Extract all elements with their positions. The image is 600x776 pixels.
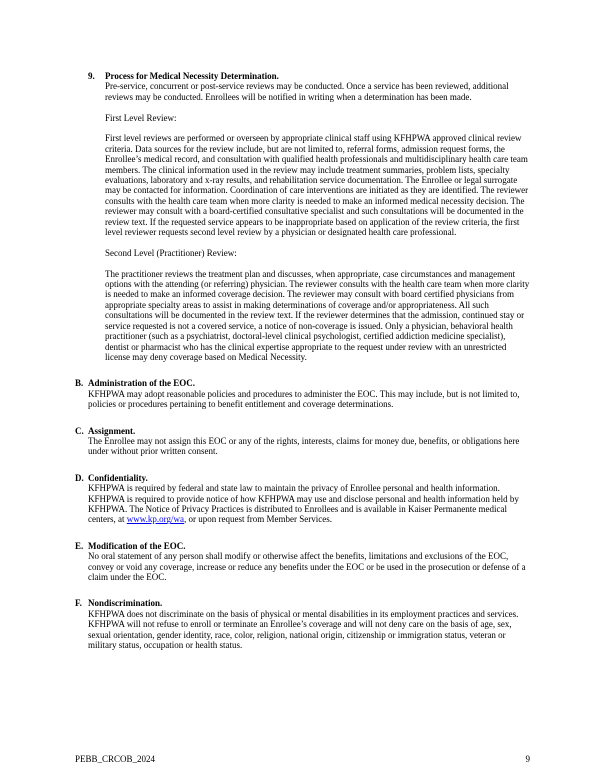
section-d-paragraph [88, 483, 530, 525]
page-footer [75, 754, 530, 764]
footer-page-number: 9 [525, 753, 530, 764]
section-d-text-before-link: KFHPWA is required by federal and state law to maintain the privacy of Enrollee personal and health information. KFHPWA is required to provide notice of how KFHPWA may use and disclose personal and health information held by KFHPWA. The Notice of Privacy Practices is distributed to Enrollees and is available in Kaiser Permanente medical centers, at [88, 483, 519, 525]
section-f-letter: F. [75, 598, 82, 609]
section-9-title: Process for Medical Necessity Determination. [105, 71, 279, 81]
section-d-title: Confidentiality. [88, 472, 148, 483]
section-f-title: Nondiscrimination. [88, 598, 163, 609]
section-9-number: 9. [88, 71, 95, 81]
section-9 [88, 71, 530, 362]
section-f-paragraph: KFHPWA does not discriminate on the basis of physical or mental disabilities in its employment practices and services. KFHPWA will not refuse to enroll or terminate an Enrollee’s coverage and will not deny care on the basis of age, sex, sexual orientation, gender identity, race, color, religion, national origin, citizenship or immigration status, veteran or military status, occupation or health status. [88, 608, 519, 651]
section-c [75, 426, 530, 457]
footer-doc-id: PEBB_CRCOB_2024 [75, 753, 156, 764]
section-e [75, 541, 530, 583]
first-level-review-label: First Level Review: [105, 112, 177, 123]
section-d-letter: D. [75, 472, 84, 483]
section-d-text-after-link: , or upon request from Member Services. [183, 514, 332, 525]
section-9-heading [88, 71, 530, 81]
section-c-heading [75, 426, 530, 436]
section-e-paragraph: No oral statement of any person shall modify or otherwise affect the benefits, limitations and exclusions of the EOC, convey or void any coverage, increase or reduce any benefits under the EOC or be used in the prosecution or defense of a claim under the EOC. [88, 551, 526, 582]
second-level-review-paragraph: The practitioner reviews the treatment plan and discusses, when appropriate, case circumstances and management options with the attending (or referring) physician. The reviewer consults with the health care team when more clarity is needed to make an informed coverage decision. The reviewer may consult with board certified physicians from appropriate specialty areas to assist in making determinations of coverage and/or appropriateness. All such consultations will be documented in the review text. If the reviewer determines that the admission, continued stay or service requested is not a covered service, a notice of non-coverage is issued. Only a physician, behavioral health practitioner (such as a psychiatrist, doctoral-level clinical psychologist, certified addiction medicine specialist), dentist or pharmacist who has the clinical expertise appropriate to the request under review with an unrestricted license may deny coverage based on Medical Necessity. [105, 268, 530, 362]
section-e-letter: E. [75, 540, 84, 551]
first-level-review-paragraph: First level reviews are performed or overseen by appropriate clinical staff using KFHPWA approved clinical review criteria. Data sources for the review include, but are not limited to, referral forms, admission request forms, the Enrollee’s medical record, and consultation with qualified health professionals and multidisciplinary health care team members. The clinical information used in the review may include treatment summaries, problem lists, specialty evaluations, laboratory and x-ray results, and rehabilitation service documentation. The Enrollee or legal surrogate may be contacted for information. Coordination of care interventions are initiated as they are identified. The reviewer consults with the health care team when more clarity is needed to make an informed medical necessity decision. The reviewer may consult with a board-certified consultative specialist and such consultations will be documented in the review text. If the requested service appears to be inappropriate based on application of the review criteria, the first level reviewer requests second level review by a physician or designated health care professional. [105, 133, 529, 238]
section-b-heading [75, 378, 530, 388]
section-f-heading [75, 598, 530, 608]
section-9-body [105, 81, 530, 362]
section-e-title: Modification of the EOC. [88, 540, 186, 551]
section-c-title: Assignment. [88, 425, 136, 436]
section-f [75, 598, 530, 650]
paragraph-intro: Pre-service, concurrent or post-service reviews may be conducted. Once a service has been reviewed, additional reviews may be conducted. Enrollees will be notified in writing when a determination has been made. [105, 81, 509, 102]
section-d-heading [75, 473, 530, 483]
section-b-letter: B. [75, 378, 84, 389]
section-b-paragraph: KFHPWA may adopt reasonable policies and procedures to administer the EOC. This may include, but is not limited to, policies or procedures pertaining to benefit entitlement and coverage determinations. [88, 388, 520, 410]
section-b-title: Administration of the EOC. [88, 378, 196, 389]
section-c-letter: C. [75, 425, 84, 436]
section-e-heading [75, 541, 530, 551]
second-level-review-label: Second Level (Practitioner) Review: [105, 247, 237, 258]
section-b [75, 378, 530, 409]
section-d [75, 473, 530, 525]
kp-org-wa-link[interactable]: www.kp.org/wa [126, 514, 184, 525]
section-c-paragraph: The Enrollee may not assign this EOC or any of the rights, interests, claims for money due, benefits, or obligations here under without prior written consent. [88, 435, 520, 457]
